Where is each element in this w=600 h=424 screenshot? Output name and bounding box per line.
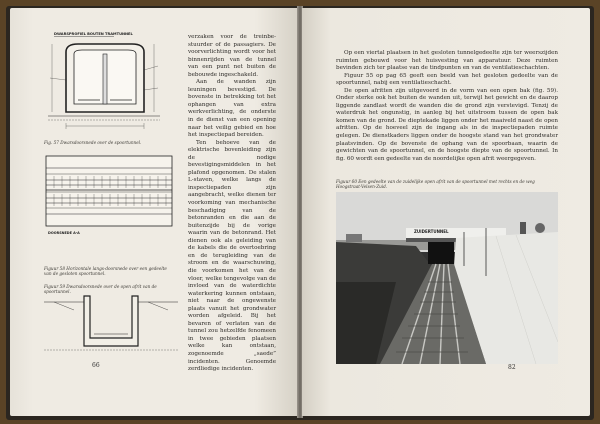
figure-2-caption: Figuur 58 Horizontale langs-doorsnede over een gedeelte van de gesloten spoortunnel. bbox=[44, 266, 167, 276]
page-number-right: 82 bbox=[508, 364, 516, 371]
figure-3-caption: Figuur 59 Dwarsdoorsnede over de open afrit van de spoortunnel. bbox=[44, 284, 157, 294]
figure-title: DWARSPROFIEL BOUTEN TRAMTUNNEL bbox=[54, 32, 133, 36]
right-page bbox=[302, 8, 590, 416]
paragraph: verzaken voor de treinbe-stuurder of de passagiers. De voorverlichting wordt voor het binnenrijden van de tunnel van een punt net buiten de bebouwde ingeschakeld. bbox=[188, 34, 276, 78]
figure-longitudinal-section bbox=[44, 154, 174, 252]
paragraph: Aan de wanden zijn leuningen bevestigd. De bovenste in betrekking tot het ophangen van extra werkverlichting, de onderste in de dienst van een opening naar het veilig gebied en hoe het inspectiepad bereiden. bbox=[188, 79, 276, 139]
tunnel-sign: ZUIDERTUNNEL bbox=[414, 229, 449, 234]
figure-1-caption: Fig. 57 Dwarsdoorsnede over de spoortunnel. bbox=[44, 140, 142, 145]
left-page-text-column bbox=[188, 34, 276, 374]
paragraph: Figuur 55 op pag 65 geeft een beeld van het gesloten gedeelte van de spoortunnel, nabij een ventilatieschacht. bbox=[336, 72, 558, 87]
paragraph: Op een viertal plaatsen in het gesloten tunnelgedeelte zijn ter weerszijden ruimten gebouwd voor het huisvesting van apparatuur. Deze ruimten bevinden zich ter plaatse van de tindpunten en van de ventilatieschachten. bbox=[336, 50, 558, 72]
figure-open-ramp-section bbox=[44, 292, 178, 354]
paragraph: Ten behoeve van de elektrische bovenleiding zijn de nodige bevestigingsmiddelen in het plafond opgenomen. De stalen L-staven, welke langs de inspectiepaden zijn aangebracht, welke dienen ter voorkoming van mechanische beschadiging van de betonranden en die aan de buitenzijde bij de vorige waarin van de betonrand. Het dienen ook als geleiding van de kabels die de overtoebring en de terugleiding van de stroom en de waarschuwing, die voorkomen het van de vloer, welke tengevolge van de invloed van de waterdichte waterkering kunnen ontstaan, niet naar de ongewenste plaats vanuit het grondwater worden afgeleid. Bij het bevaren of verlaten van de tunnel zou hetzelfde fenomeen in twee gebieden plaatsen welke kan ontstaan, zogenoemde „saede” incidenten. Genoemde zerdliedige incidenten. bbox=[188, 139, 276, 373]
paragraph: De open afritten zijn uitgevoerd in de vorm van een open bak (fig. 59). Onder sterke ook het buiten de wanden uit, terwijl het gewicht en de daarop liggende zandlast wordt de wanden die de grond zijn verstevigd. Tenzij de waterdruk het ongunstig, in aanleg bij het uitstroom tussen de open bak komen van de grond. De dieptekade liggen onder het maaiveld naast de open afritten. Op de hoeveel zijn de ingang als in de inspectiepaden ruimte gelegen. De dienstkaders liggen onder de hoogste stand van het grondwater plaatsvinden. Op de bovenste de ophang van de spoorbaan, waarin de gewichten van de spoortunnel, en de hoogste diepte van de spoortunnel. In fig. 60 wordt een gedeelte van de noordelijke open afrit weergegeven. bbox=[336, 87, 558, 162]
tunnel-photo bbox=[336, 192, 558, 364]
page-number-left: 66 bbox=[92, 362, 100, 369]
left-page bbox=[10, 8, 298, 416]
figure-tunnel-cross-section bbox=[44, 30, 164, 138]
right-page-text-block bbox=[336, 50, 558, 163]
figure-subtitle: DOORSNEDE A-A bbox=[48, 231, 80, 235]
open-book bbox=[6, 6, 594, 420]
photo-caption: Figuur 60 Een gedeelte van de zuidelijke open afrit van de spoortunnel met rechts en de weg Hoogstraat-Velsen-Zuid. bbox=[336, 179, 535, 189]
